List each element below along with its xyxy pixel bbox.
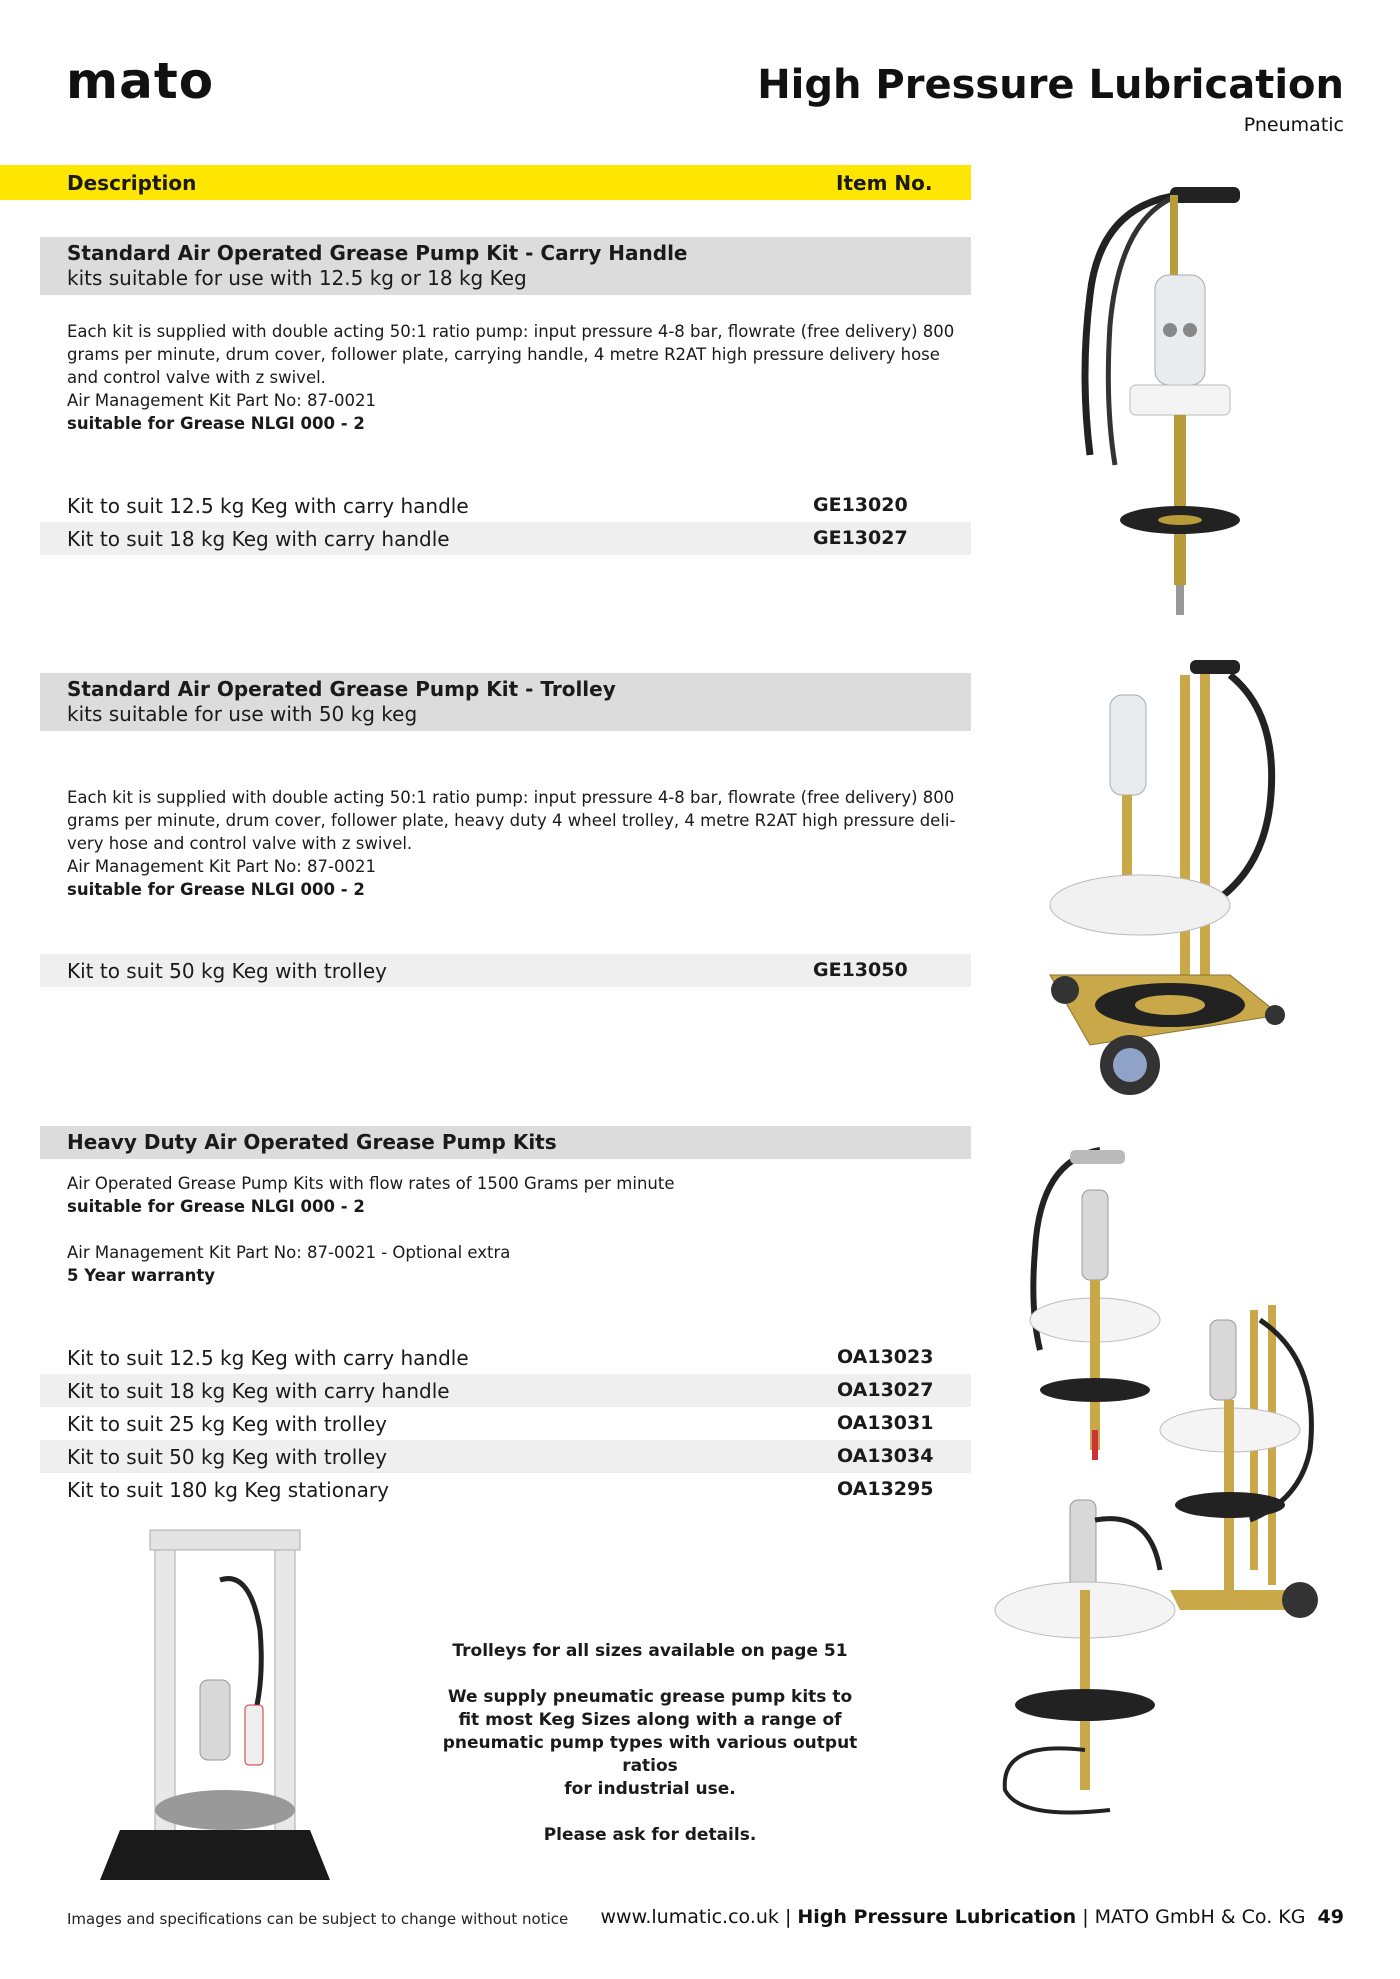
table-row bbox=[40, 954, 971, 987]
footer-disclaimer: Images and specifications can be subject to change without notice bbox=[67, 1910, 569, 1928]
desc-line: Air Management Kit Part No: 87-0021 bbox=[67, 857, 376, 876]
section-subtitle: kits suitable for use with 50 kg keg bbox=[67, 702, 418, 726]
row-description: Kit to suit 180 kg Keg stationary bbox=[67, 1478, 389, 1502]
desc-line: Air Operated Grease Pump Kits with flow rates of 1500 Grams per minute bbox=[67, 1174, 675, 1193]
page-title: High Pressure Lubrication bbox=[757, 62, 1344, 108]
section-header-heavy-duty bbox=[40, 1126, 971, 1159]
row-item-no: OA13295 bbox=[837, 1478, 934, 1500]
note-line: pneumatic pump types with various output ratios bbox=[442, 1733, 858, 1776]
info-note bbox=[420, 1640, 880, 1870]
note-line: Please ask for details. bbox=[543, 1825, 757, 1845]
section-description bbox=[67, 786, 967, 901]
product-image-carry-handle-pump bbox=[1060, 175, 1280, 625]
desc-line: and control valve with z swivel. bbox=[67, 368, 326, 387]
table-header-bar bbox=[0, 165, 971, 200]
note-line: for industrial use. bbox=[564, 1779, 736, 1799]
section-description bbox=[67, 320, 967, 435]
product-image-heavy-duty-carry bbox=[1010, 1130, 1160, 1470]
row-description: Kit to suit 50 kg Keg with trolley bbox=[67, 959, 387, 983]
product-image-trolley-pump bbox=[1030, 655, 1300, 1115]
footer-section: High Pressure Lubrication bbox=[797, 1906, 1077, 1928]
table-row bbox=[40, 522, 971, 555]
row-item-no: GE13020 bbox=[813, 494, 908, 516]
desc-bold: suitable for Grease NLGI 000 - 2 bbox=[67, 880, 365, 899]
footer-separator: | bbox=[784, 1906, 792, 1928]
table-row bbox=[40, 489, 971, 522]
row-item-no: OA13027 bbox=[837, 1379, 934, 1401]
product-image-heavy-duty-hose bbox=[990, 1490, 1190, 1820]
section-header-trolley bbox=[40, 673, 971, 731]
desc-bold: 5 Year warranty bbox=[67, 1266, 216, 1285]
section-description bbox=[67, 1172, 967, 1287]
desc-line: Each kit is supplied with double acting 50:1 ratio pump: input pressure 4-8 bar, flowrate (free delivery) 800 bbox=[67, 322, 955, 341]
table-row bbox=[40, 1473, 971, 1506]
row-description: Kit to suit 18 kg Keg with carry handle bbox=[67, 527, 450, 551]
section-title: Standard Air Operated Grease Pump Kit - Trolley bbox=[67, 677, 616, 701]
desc-line: Air Management Kit Part No: 87-0021 bbox=[67, 391, 376, 410]
desc-line: grams per minute, drum cover, follower plate, heavy duty 4 wheel trolley, 4 metre R2AT high pressure deli- bbox=[67, 811, 956, 830]
row-description: Kit to suit 12.5 kg Keg with carry handle bbox=[67, 494, 469, 518]
desc-line: Air Management Kit Part No: 87-0021 - Optional extra bbox=[67, 1243, 511, 1262]
footer-website[interactable]: www.lumatic.co.uk bbox=[600, 1906, 779, 1928]
table-row bbox=[40, 1374, 971, 1407]
page-number: 49 bbox=[1317, 1906, 1344, 1928]
table-row bbox=[40, 1407, 971, 1440]
row-description: Kit to suit 12.5 kg Keg with carry handle bbox=[67, 1346, 469, 1370]
note-line: We supply pneumatic grease pump kits to bbox=[447, 1687, 853, 1707]
row-description: Kit to suit 50 kg Keg with trolley bbox=[67, 1445, 387, 1469]
row-item-no: GE13050 bbox=[813, 959, 908, 981]
footer-company: MATO GmbH & Co. KG bbox=[1094, 1906, 1306, 1928]
section-title: Standard Air Operated Grease Pump Kit - Carry Handle bbox=[67, 241, 688, 265]
table-row bbox=[40, 1440, 971, 1473]
desc-line: very hose and control valve with z swivel. bbox=[67, 834, 413, 853]
desc-bold: suitable for Grease NLGI 000 - 2 bbox=[67, 414, 365, 433]
row-description: Kit to suit 25 kg Keg with trolley bbox=[67, 1412, 387, 1436]
row-item-no: GE13027 bbox=[813, 527, 908, 549]
note-line: Trolleys for all sizes available on page 51 bbox=[452, 1641, 848, 1661]
desc-line: grams per minute, drum cover, follower plate, carrying handle, 4 metre R2AT high pressure delivery hose bbox=[67, 345, 940, 364]
brand-logo: mato bbox=[66, 52, 215, 110]
row-description: Kit to suit 18 kg Keg with carry handle bbox=[67, 1379, 450, 1403]
row-item-no: OA13034 bbox=[837, 1445, 934, 1467]
section-header-carry-handle bbox=[40, 237, 971, 295]
section-subtitle: kits suitable for use with 12.5 kg or 18 kg Keg bbox=[67, 266, 527, 290]
footer-info bbox=[600, 1906, 1344, 1928]
row-item-no: OA13031 bbox=[837, 1412, 934, 1434]
note-line: fit most Keg Sizes along with a range of bbox=[458, 1710, 842, 1730]
table-row bbox=[40, 1341, 971, 1374]
section-title: Heavy Duty Air Operated Grease Pump Kits bbox=[67, 1130, 557, 1154]
column-description: Description bbox=[67, 171, 197, 195]
product-image-stationary-pump bbox=[100, 1530, 330, 1890]
row-item-no: OA13023 bbox=[837, 1346, 934, 1368]
column-item-no: Item No. bbox=[836, 171, 933, 195]
footer-separator: | bbox=[1082, 1906, 1089, 1928]
page-subtitle: Pneumatic bbox=[1243, 114, 1344, 136]
desc-line: Each kit is supplied with double acting 50:1 ratio pump: input pressure 4-8 bar, flowrate (free delivery) 800 bbox=[67, 788, 955, 807]
desc-bold: suitable for Grease NLGI 000 - 2 bbox=[67, 1197, 365, 1216]
